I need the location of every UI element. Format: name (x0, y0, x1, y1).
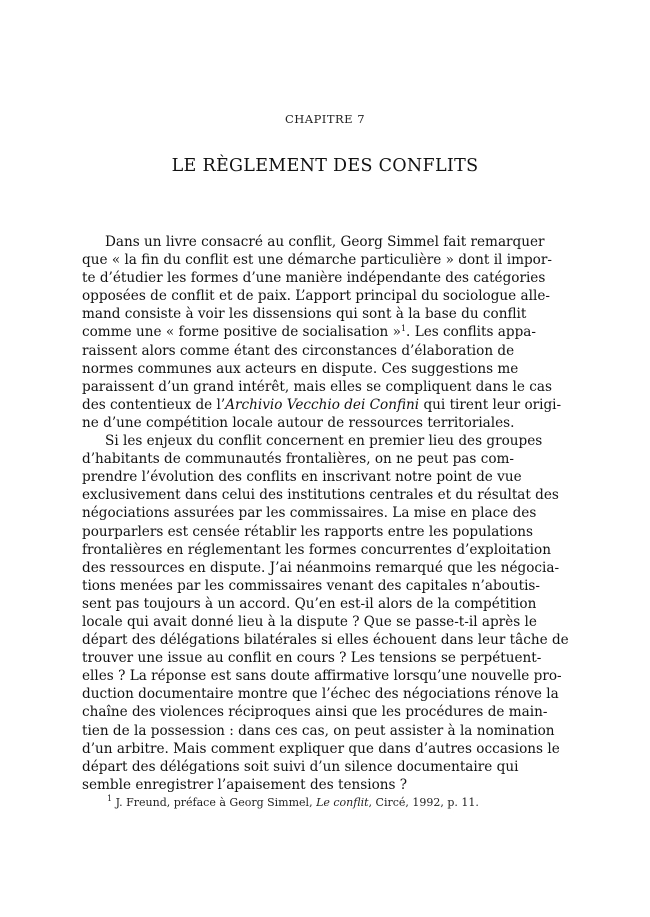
text-line: négociations assurées par les commissaires. La mise en place des (82, 505, 537, 522)
text-line: d’un arbitre. Mais comment expliquer que dans d’autres occasions le (82, 740, 560, 757)
text-line: sent pas toujours à un accord. Qu’en est-il alors de la compétition (82, 595, 537, 612)
footnote-text: J. Freund, préface à Georg Simmel, (112, 796, 317, 809)
footnote-text-end: , Circé, 1992, p. 11. (368, 796, 479, 809)
text-line: Dans un livre consacré au conflit, Georg Simmel fait remarquer (105, 234, 545, 250)
italic-title: Archivio Vecchio dei Confini (225, 396, 420, 413)
text-line (82, 396, 562, 414)
footnote-marker: 1 (107, 794, 113, 803)
text-line: départ des délégations bilatérales si elles échouent dans leur tâche de (82, 632, 569, 649)
text-line: opposées de conflit et de paix. L’apport principal du sociologue alle- (82, 288, 550, 305)
text-segment: des contentieux de l’ (82, 396, 226, 413)
text-line: ne d’une compétition locale autour de ressources territoriales. (82, 414, 515, 431)
text-segment: qui tirent leur origi- (419, 396, 562, 413)
text-line: d’habitants de communautés frontalières, on ne peut pas com- (82, 451, 514, 468)
text-line: te d’étudier les formes d’une manière indépendante des catégories (82, 270, 546, 287)
text-line: mand consiste à voir les dissensions qui sont à la base du conflit (82, 306, 527, 323)
paragraph-1 (82, 233, 562, 432)
chapter-title: LE RÈGLEMENT DES CONFLITS (171, 156, 479, 176)
text-line: normes communes aux acteurs en dispute. Ces suggestions me (82, 360, 519, 377)
text-line: locale qui avait donné lieu à la dispute ? Que se passe-t-il après le (82, 613, 537, 630)
text-line: paraissent d’un grand intérêt, mais elles se compliquent dans le cas (82, 378, 552, 395)
text-line: frontalières en réglementant les formes concurrentes d’exploitation (82, 541, 551, 558)
text-line: duction documentaire montre que l’échec des négociations rénove la (82, 686, 559, 703)
footnote-ref: 1 (400, 324, 407, 334)
footnote (107, 796, 527, 810)
text-line: exclusivement dans celui des institutions centrales et du résultat des (82, 487, 559, 504)
chapter-label: CHAPITRE 7 (284, 112, 366, 126)
footnote-title: Le conflit (316, 796, 369, 809)
text-line: tions menées par les commissaires venant des capitales n’aboutis- (82, 577, 540, 594)
text-line: semble enregistrer l’apaisement des tensions ? (82, 776, 408, 793)
text-line: raissent alors comme étant des circonstances d’élaboration de (82, 342, 515, 359)
text-line: prendre l’évolution des conflits en inscrivant notre point de vue (82, 469, 522, 486)
text-line: chaîne des violences réciproques ainsi que les procédures de main- (82, 704, 548, 721)
body-text (82, 233, 569, 794)
text-line: des ressources en dispute. J’ai néanmoins remarqué que les négocia- (82, 559, 560, 576)
text-line: départ des délégations soit suivi d’un silence documentaire qui (82, 758, 519, 775)
text-line: tien de la possession : dans ces cas, on peut assister à la nomination (82, 722, 555, 739)
text-segment: comme une « forme positive de socialisation » (82, 324, 401, 341)
paragraph-2 (82, 432, 569, 794)
text-line: elles ? La réponse est sans doute affirmative lorsqu’une nouvelle pro- (82, 668, 562, 685)
text-segment: . Les conflits appa- (406, 324, 536, 341)
text-line: pourparlers est censée rétablir les rapports entre les populations (82, 523, 534, 540)
text-line (82, 323, 536, 341)
text-line: trouver une issue au conflit en cours ? Les tensions se perpétuent- (82, 650, 542, 667)
text-line: que « la fin du conflit est une démarche particulière » dont il impor- (82, 252, 552, 269)
text-line: Si les enjeux du conflit concernent en premier lieu des groupes (105, 433, 543, 450)
